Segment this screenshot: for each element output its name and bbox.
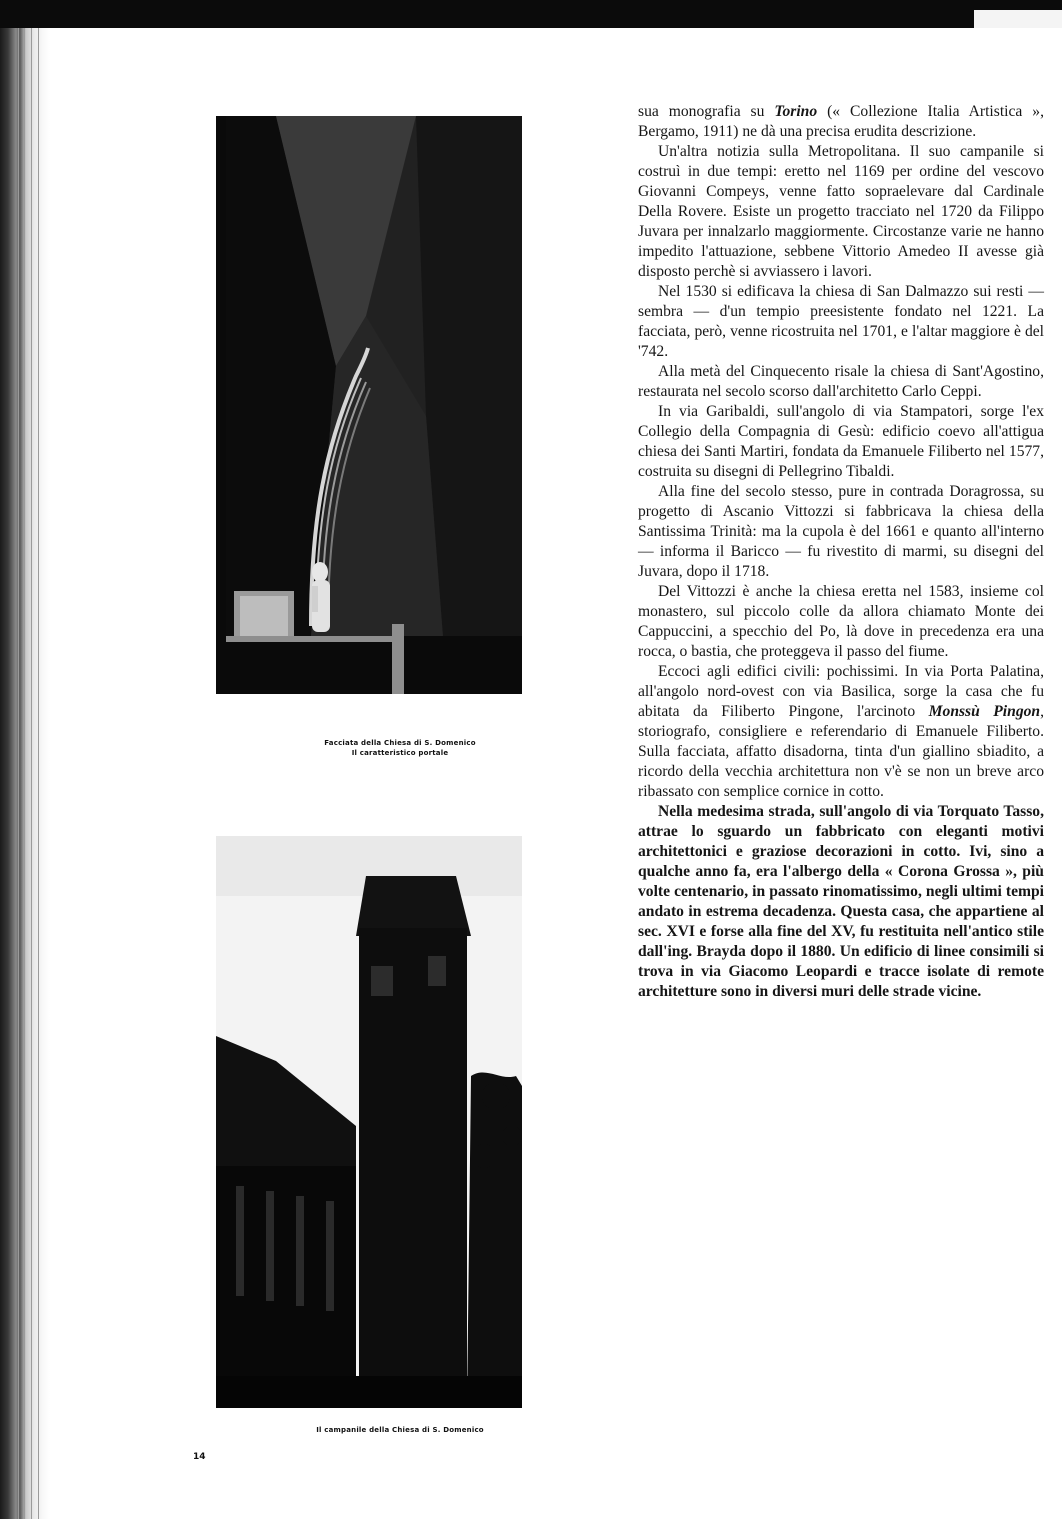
binding-line — [24, 28, 25, 1519]
italic-title: Torino — [774, 103, 818, 120]
binding-line — [18, 28, 19, 1519]
caption-line: Il campanile della Chiesa di S. Domenico — [316, 1426, 484, 1434]
binding-line — [38, 28, 39, 1519]
photo-bell-tower-san-domenico — [216, 836, 522, 1408]
bell-tower-photo-image — [216, 836, 522, 1408]
article-text-column — [638, 102, 1044, 1002]
photo-facade-san-domenico — [216, 116, 522, 694]
paragraph: Alla fine del secolo stesso, pure in contrada Doragrossa, su progetto di Ascanio Vittozzi si fabbricava la chiesa della Santissima Trinità: ma la cupola è del 1661 e quanto all'interno — informa il Baricco — fu rivestito di marmi, su disegni del Juvara, dopo il 1718. — [638, 483, 1044, 580]
scan-top-notch — [974, 10, 1062, 28]
caption-line: Facciata della Chiesa di S. Domenico — [324, 739, 476, 747]
text-span: sua monografia su — [638, 103, 775, 120]
text-span: Eccoci agli edifici civili: pochissimi. In via Porta Palatina, all'angolo nord-ovest con via Basilica, sorge la casa che fu abitata da Filiberto Pingone, l'arcinoto — [638, 663, 1044, 720]
paragraph: Alla metà del Cinquecento risale la chiesa di Sant'Agostino, restaurata nel secolo scorso dall'architetto Carlo Ceppi. — [638, 363, 1044, 400]
caption-line: Il caratteristico portale — [351, 749, 449, 757]
facade-photo-image — [216, 116, 522, 694]
paragraph: Un'altra notizia sulla Metropolitana. Il suo campanile si costruì in due tempi: eretto nel 1169 per ordine del vescovo Giovanni Compeys, venne fatto sopraelevare dal Cardinale Della Rovere. Esiste un progetto tracciato nel 1720 da Filippo Juvara per innalzarlo maggiormente. Circostanze varie ne hanno impedito l'attuazione, sebbene Vittorio Amedeo II avesse già disposto perchè si avviassero i lavori. — [638, 143, 1044, 280]
text-span: (« Collezione Italia Artistica », Bergamo, 1911) ne dà una precisa erudita descrizione. — [638, 103, 1044, 140]
paragraph — [638, 662, 1044, 802]
paragraph: Nella medesima strada, sull'angolo di via Torquato Tasso, attrae lo sguardo un fabbricato con eleganti motivi architettonici e graziose decorazioni in cotto. Ivi, sino a qualche anno fa, era l'albergo della « Corona Grossa », più volte centenario, in passato rinomatissimo, negli ultimi tempi andato in estrema decadenza. Questa casa, che appartiene al sec. XVI e forse alla fine del XV, fu restituita nell'antico stile dall'ing. Brayda dopo il 1880. Un edificio di linee consimili si trova in via Giacomo Leopardi e tracce isolate di remote architetture sono in diversi muri delle strade vicine. — [638, 803, 1044, 1000]
paragraph — [638, 102, 1044, 142]
page-number: 14 — [193, 1452, 206, 1462]
paragraph: Del Vittozzi è anche la chiesa eretta nel 1583, insieme col monastero, sul piccolo colle da allora chiamato Monte dei Cappuccini, a specchio del Po, là dove in precedenza era una rocca, o bastia, che proteggeva il passo del fiume. — [638, 583, 1044, 660]
text-span: , storiografo, consigliere e referendario di Emanuele Filiberto. Sulla facciata, affatto disadorna, tinta d'un giallino sbiadito, a ricordo della vecchia architettura non v'è se non un breve arco ribassato con semplice cornice in cotto. — [638, 703, 1044, 800]
binding-line — [31, 28, 32, 1519]
paragraph: In via Garibaldi, sull'angolo di via Stampatori, sorge l'ex Collegio della Compagnia di Gesù: edificio coevo all'attigua chiesa dei Santi Martiri, fondata da Emanuele Filiberto nel 1577, costruita su disegni di Pellegrino Tibaldi. — [638, 403, 1044, 480]
book-binding-edge — [0, 28, 50, 1519]
italic-name: Monssù Pingon — [928, 703, 1041, 720]
figure-caption-facade — [250, 738, 550, 758]
paragraph: Nel 1530 si edificava la chiesa di San Dalmazzo sui resti — sembra — d'un tempio preesistente fondato nel 1221. La facciata, però, venne ricostruita nel 1701, e l'altar maggiore è del '742. — [638, 283, 1044, 360]
scan-top-border — [0, 0, 1062, 28]
figure-caption-bell-tower — [245, 1425, 555, 1435]
